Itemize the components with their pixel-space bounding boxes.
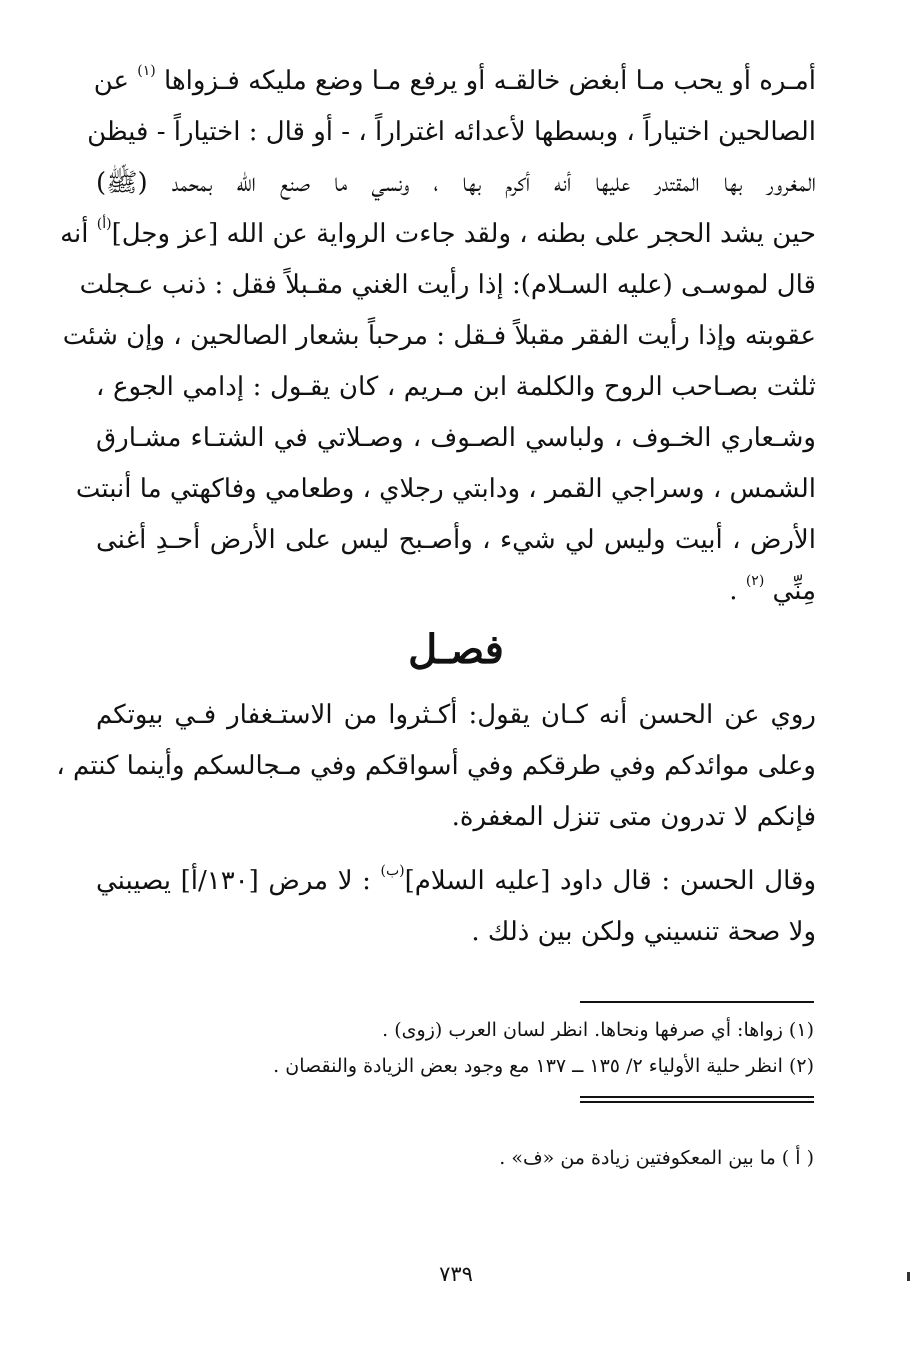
page-number: ٧٣٩	[439, 1262, 473, 1286]
footnote-marker-1: (١)	[137, 63, 156, 79]
section-heading: فصـل	[408, 626, 504, 673]
text-line: الشمس ، وسراجي القمر ، ودابتي رجلاي ، وطعامي وفاكهتي ما أنبتت	[75, 474, 816, 504]
text-line: الصالحين اختياراً ، وبسطها لأعدائه اغتراراً ، - أو قال : اختياراً - فيظن	[87, 117, 816, 147]
text-line: ولا صحة تنسيني ولكن بين ذلك .	[471, 917, 816, 947]
paragraph-2	[56, 690, 816, 843]
text-line: أمـره أو يحب مـا أبغض خالقـه أو يرفع مـا وضع مليكه فـزواها $^{(١)}$ عن	[93, 63, 816, 96]
text-line: وشـعاري الخـوف ، ولباسي الصـوف ، وصـلاتي في الشتـاء مشـارق	[96, 423, 816, 453]
text-line: فإنكم لا تدرون متى تنزل المغفرة.	[451, 802, 816, 832]
scan-mark	[907, 1272, 910, 1281]
footnote-marker-2: (٢)	[745, 573, 765, 589]
paragraph-1	[60, 56, 816, 617]
paragraph-3	[96, 856, 816, 958]
footnote-1: (١) زواها: أي صرفها ونحاها. انظر لسان العرب (زوى) .	[382, 1019, 814, 1041]
text-line: ثلثت بصـاحب الروح والكلمة ابن مـريم ، كان يقـول : إدامي الجوع ،	[96, 372, 816, 402]
text-line: وعلى موائدكم وفي طرقكم وفي أسواقكم وفي مـجالسكم وأينما كنتم ،	[56, 751, 816, 781]
text-line: قال لموسـى (عليه السـلام): إذا رأيت الغني مقـبلاً فقل : ذنب عـجلت	[79, 270, 816, 300]
text-line: روي عن الحسن أنه كـان يقول: أكـثروا من الاستـغفار فـي بيوتكم	[96, 700, 816, 730]
text-line: وقال الحسن : قال داود [عليه السلام]$^{(ب)}$ : لا مرض [١٣٠/أ] يصيبني	[96, 863, 817, 896]
editor-note-divider	[580, 1101, 814, 1103]
footnote-marker-b: (ب)	[380, 863, 405, 879]
text-line: مِنِّي $^{(٢)}$ .	[729, 573, 816, 606]
footnotes	[94, 1012, 814, 1084]
footnote-divider	[580, 1001, 814, 1003]
text-line: عقوبته وإذا رأيت الفقر مقبلاً فـقل : مرحباً بشعار الصالحين ، وإن شئت	[62, 321, 816, 351]
editor-note-divider	[580, 1096, 814, 1098]
footnote-marker-a: (أ)	[96, 216, 112, 232]
text-line: حين يشد الحجر على بطنه ، ولقد جاءت الرواية عن الله [عز وجل]$^{(أ)}$ أنه	[60, 216, 816, 249]
editor-note: ( أ ) ما بين المعكوفتين زيادة من «ف» .	[499, 1147, 814, 1169]
footnote-2: (٢) انظر حلية الأولياء ٢/ ١٣٥ ــ ١٣٧ مع وجود بعض الزيادة والنقصان .	[273, 1055, 814, 1077]
text-line: الأرض ، أبيت وليس لي شيء ، وأصـبح ليس على الأرض أحـدِ أغنى	[96, 525, 816, 555]
text-line: المغرور بها المقتدر عليها أنه أكرم بها ، ونسي ما صنع الله بمحمد (ﷺ)	[96, 168, 816, 198]
